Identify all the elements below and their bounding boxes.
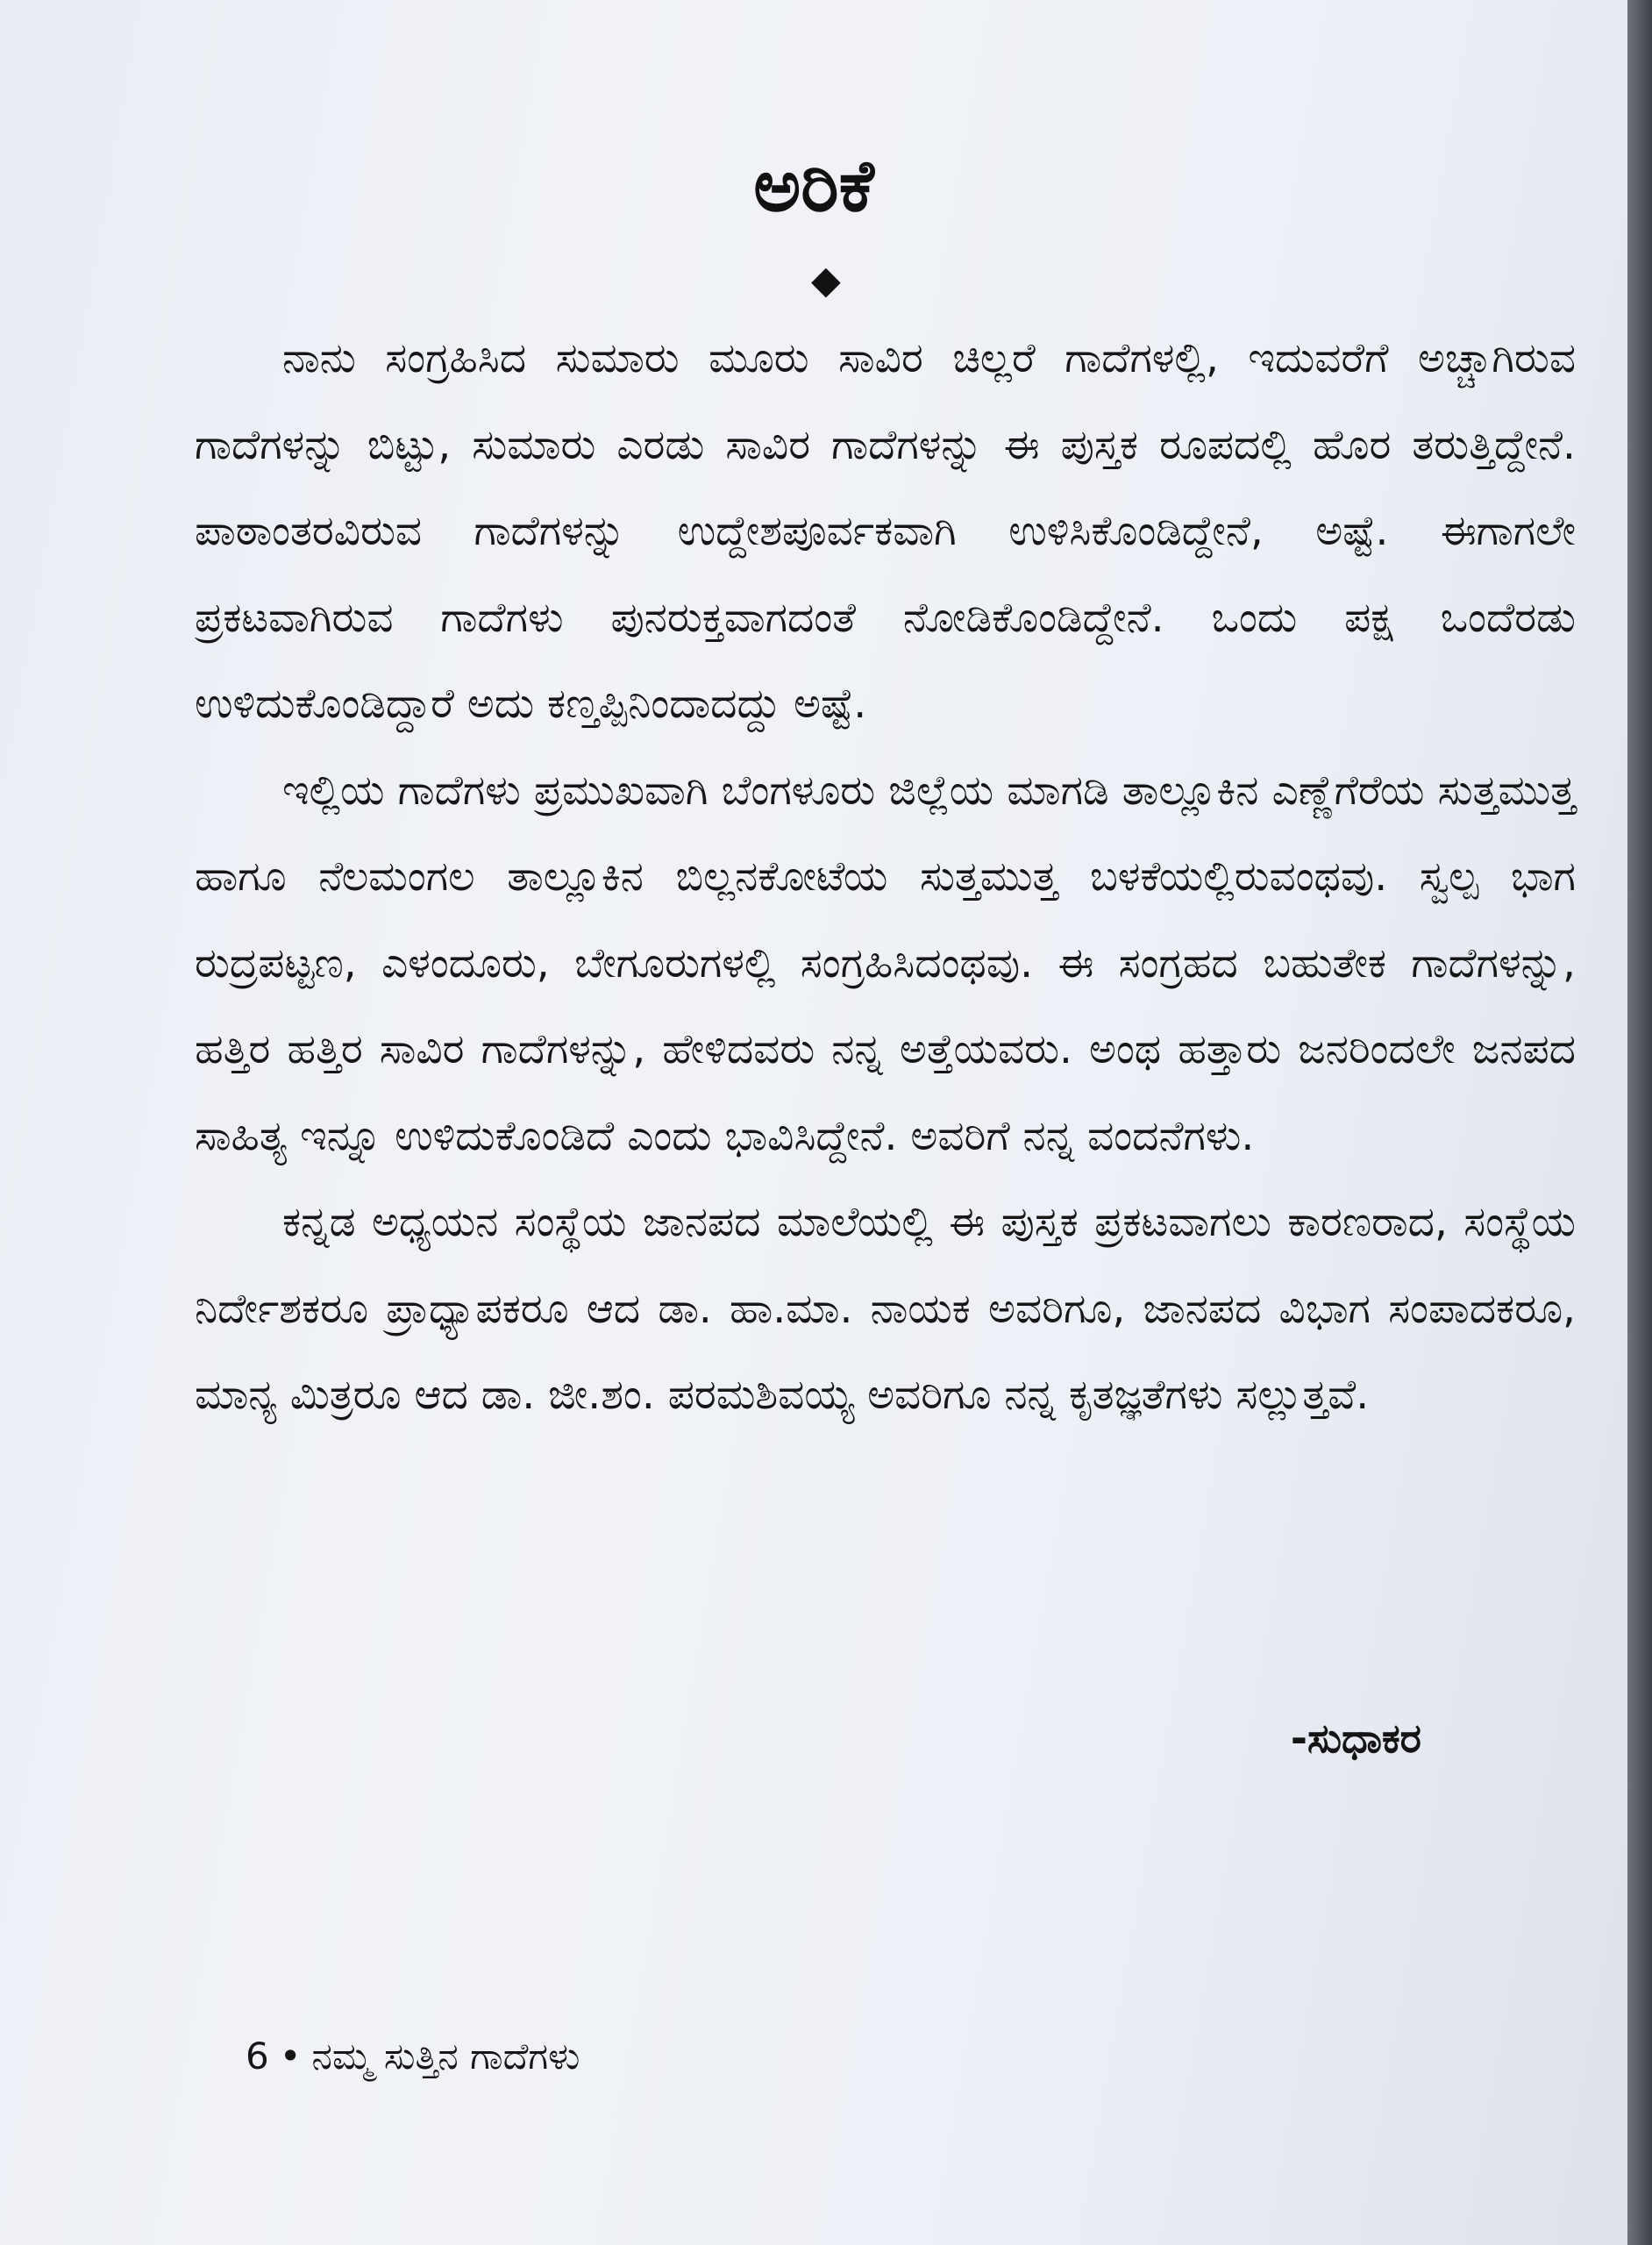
footer-separator: • [279,2035,302,2078]
running-book-title: ನಮ್ಮ ಸುತ್ತಿನ ಗಾದೆಗಳು [311,2035,580,2078]
page-edge-shadow [1627,0,1652,2245]
page-footer [246,2035,590,2078]
paragraph-1: ನಾನು ಸಂಗ್ರಹಿಸಿದ ಸುಮಾರು ಮೂರು ಸಾವಿರ ಚಿಲ್ಲರೆ ಗಾದೆಗಳಲ್ಲಿ, ಇದುವರೆಗೆ ಅಚ್ಚಾಗಿರುವ ಗಾದೆಗಳನ್ನು ಬಿಟ್ಟು, ಸುಮಾರು ಎರಡು ಸಾವಿರ ಗಾದೆಗಳನ್ನು ಈ ಪುಸ್ತಕ ರೂಪದಲ್ಲಿ ಹೊರ ತರುತ್ತಿದ್ದೇನೆ. ಪಾಠಾಂತರವಿರುವ ಗಾದೆಗಳನ್ನು ಉದ್ದೇಶಪೂರ್ವಕವಾಗಿ ಉಳಿಸಿಕೊಂಡಿದ್ದೇನೆ, ಅಷ್ಟೆ. ಈಗಾಗಲೇ ಪ್ರಕಟವಾಗಿರುವ ಗಾದೆಗಳು ಪುನರುಕ್ತವಾಗದಂತೆ ನೋಡಿಕೊಂಡಿದ್ದೇನೆ. ಒಂದು ಪಕ್ಷ ಒಂದೆರಡು ಉಳಿದುಕೊಂಡಿದ್ದಾರೆ ಅದು ಕಣ್ತಪ್ಪಿನಿಂದಾದದ್ದು ಅಷ್ಟೆ. [195,334,1576,728]
diamond-ornament-icon: ◆ [811,258,841,303]
author-signature: -ಸುಧಾಕರ [1290,1714,1421,1762]
paragraph-2: ಇಲ್ಲಿಯ ಗಾದೆಗಳು ಪ್ರಮುಖವಾಗಿ ಬೆಂಗಳೂರು ಜಿಲ್ಲೆಯ ಮಾಗಡಿ ತಾಲ್ಲೂಕಿನ ಎಣ್ಣೆಗೆರೆಯ ಸುತ್ತಮುತ್ತ ಹಾಗೂ ನೆಲಮಂಗಲ ತಾಲ್ಲೂಕಿನ ಬಿಲ್ಲನಕೋಟೆಯ ಸುತ್ತಮುತ್ತ ಬಳಕೆಯಲ್ಲಿರುವಂಥವು. ಸ್ವಲ್ಪ ಭಾಗ ರುದ್ರಪಟ್ಟಣ, ಎಳಂದೂರು, ಬೇಗೂರುಗಳಲ್ಲಿ ಸಂಗ್ರಹಿಸಿದಂಥವು. ಈ ಸಂಗ್ರಹದ ಬಹುತೇಕ ಗಾದೆಗಳನ್ನು, ಹತ್ತಿರ ಹತ್ತಿರ ಸಾವಿರ ಗಾದೆಗಳನ್ನು, ಹೇಳಿದವರು ನನ್ನ ಅತ್ತೆಯವರು. ಅಂಥ ಹತ್ತಾರು ಜನರಿಂದಲೇ ಜನಪದ ಸಾಹಿತ್ಯ ಇನ್ನೂ ಉಳಿದುಕೊಂಡಿದೆ ಎಂದು ಭಾವಿಸಿದ್ದೇನೆ. ಅವರಿಗೆ ನನ್ನ ವಂದನೆಗಳು. [195,766,1576,1160]
body-text [195,316,1576,1439]
paragraph-3: ಕನ್ನಡ ಅಧ್ಯಯನ ಸಂಸ್ಥೆಯ ಜಾನಪದ ಮಾಲೆಯಲ್ಲಿ ಈ ಪುಸ್ತಕ ಪ್ರಕಟವಾಗಲು ಕಾರಣರಾದ, ಸಂಸ್ಥೆಯ ನಿರ್ದೇಶಕರೂ ಪ್ರಾಧ್ಯಾಪಕರೂ ಆದ ಡಾ. ಹಾ.ಮಾ. ನಾಯಕ ಅವರಿಗೂ, ಜಾನಪದ ವಿಭಾಗ ಸಂಪಾದಕರೂ, ಮಾನ್ಯ ಮಿತ್ರರೂ ಆದ ಡಾ. ಜೀ.ಶಂ. ಪರಮಶಿವಯ್ಯ ಅವರಿಗೂ ನನ್ನ ಕೃತಜ್ಞತೆಗಳು ಸಲ್ಲುತ್ತವೆ. [195,1198,1576,1419]
page-number: 6 [246,2035,269,2078]
page-title: ಅರಿಕೆ [753,145,874,228]
